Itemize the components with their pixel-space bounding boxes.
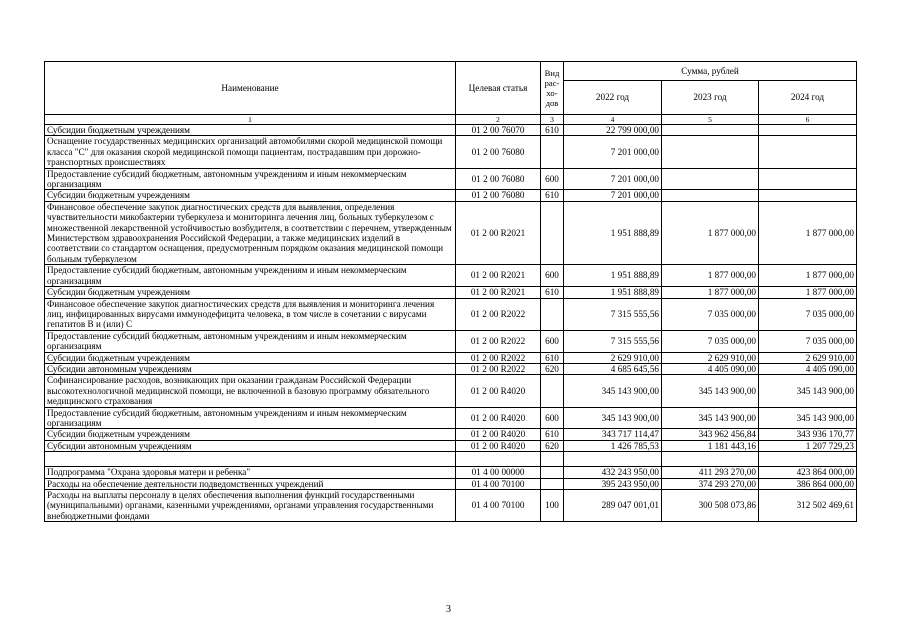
row-name: Финансовое обеспечение закупок диагностических средств для выявления, определения чувствительности микобактерии туберкулеза и мониторинга лечения лиц, больных туберкулезом с множественной лекарственной устойчивостью возбудителя, в соответствии с перечнем, утвержденным Министерством здравоохранения Российской Федерации, а также медицинских изделий в соответствии со стандартом оснащения, предусмотренным порядком оказания медицинской помощи больным туберкулезом: [45, 201, 456, 264]
row-vid: [541, 375, 564, 407]
row-2024: 1 877 000,00: [759, 201, 857, 264]
row-2022: 22 799 000,00: [564, 125, 662, 136]
row-2024: 386 864 000,00: [759, 478, 857, 489]
row-2022: 7 201 000,00: [564, 136, 662, 168]
row-vid: 620: [541, 363, 564, 374]
header-name: Наименование: [45, 62, 456, 115]
row-2022: [564, 452, 662, 467]
row-vid: [541, 467, 564, 478]
row-2022: 1 951 888,89: [564, 201, 662, 264]
row-2022: 1 951 888,89: [564, 265, 662, 287]
row-2024: 7 035 000,00: [759, 298, 857, 330]
row-2023: 411 293 270,00: [662, 467, 759, 478]
row-2023: [662, 190, 759, 201]
row-2023: [662, 168, 759, 190]
row-2024: 1 207 729,23: [759, 440, 857, 451]
row-vid: 610: [541, 287, 564, 298]
row-code: 01 2 00 76080: [456, 136, 541, 168]
header-vid: Вид рас-хо-дов: [541, 62, 564, 115]
table-row: [45, 298, 857, 330]
row-2024: [759, 168, 857, 190]
row-code: 01 2 00 R2021: [456, 201, 541, 264]
row-2024: 4 405 090,00: [759, 363, 857, 374]
row-2024: 1 877 000,00: [759, 265, 857, 287]
row-code: 01 2 00 76070: [456, 125, 541, 136]
table-row: [45, 478, 857, 489]
table-row: [45, 490, 857, 522]
table-row: [45, 125, 857, 136]
row-2023: 345 143 900,00: [662, 375, 759, 407]
row-vid: 610: [541, 352, 564, 363]
row-2022: 7 315 555,56: [564, 330, 662, 352]
index-cell: 6: [759, 115, 857, 125]
header-target: Целевая статья: [456, 62, 541, 115]
row-2023: 1 877 000,00: [662, 287, 759, 298]
row-name: Субсидии автономным учреждениям: [45, 440, 456, 451]
index-cell: 3: [541, 115, 564, 125]
row-name: Софинансирование расходов, возникающих при оказании гражданам Российской Федерации высокотехнологичной медицинской помощи, не включенной в базовую программу обязательного медицинского страхования: [45, 375, 456, 407]
header-2022: 2022 год: [564, 81, 662, 115]
table-row: [45, 429, 857, 440]
row-name: Предоставление субсидий бюджетным, автономным учреждениям и иным некоммерческим организациям: [45, 407, 456, 429]
row-name: Субсидии бюджетным учреждениям: [45, 190, 456, 201]
row-code: 01 4 00 70100: [456, 478, 541, 489]
row-name: Финансовое обеспечение закупок диагностических средств для выявления и мониторинга лечения лиц, инфицированных вирусами иммунодефицита человека, в том числе в сочетании с вирусами гепатитов B и (или) C: [45, 298, 456, 330]
row-code: 01 2 00 R2021: [456, 287, 541, 298]
row-vid: 600: [541, 265, 564, 287]
row-vid: [541, 478, 564, 489]
row-name: Субсидии бюджетным учреждениям: [45, 125, 456, 136]
row-name: Расходы на выплаты персоналу в целях обеспечения выполнения функций государственными (муниципальными) органами, казенными учреждениями, органами управления государственными внебюджетными фондами: [45, 490, 456, 522]
row-code: 01 2 00 R4020: [456, 375, 541, 407]
row-code: 01 2 00 76080: [456, 190, 541, 201]
row-2023: 4 405 090,00: [662, 363, 759, 374]
row-2023: 7 035 000,00: [662, 330, 759, 352]
row-2023: 2 629 910,00: [662, 352, 759, 363]
row-name: Оснащение государственных медицинских организаций автомобилями скорой медицинской помощи класса "С" для оказания скорой медицинской помощи пациентам, пострадавшим при дорожно-транспортных происшествиях: [45, 136, 456, 168]
row-vid: [541, 136, 564, 168]
row-2023: 1 181 443,16: [662, 440, 759, 451]
row-name: Субсидии автономным учреждениям: [45, 363, 456, 374]
row-2023: 345 143 900,00: [662, 407, 759, 429]
index-cell: 2: [456, 115, 541, 125]
row-2023: [662, 452, 759, 467]
row-vid: 600: [541, 330, 564, 352]
row-code: 01 4 00 70100: [456, 490, 541, 522]
row-name: Предоставление субсидий бюджетным, автономным учреждениям и иным некоммерческим организациям: [45, 330, 456, 352]
row-2024: 312 502 469,61: [759, 490, 857, 522]
row-2022: 395 243 950,00: [564, 478, 662, 489]
table-row-subprogram: [45, 467, 857, 478]
row-2024: 345 143 900,00: [759, 407, 857, 429]
table-row: [45, 201, 857, 264]
row-vid: 600: [541, 168, 564, 190]
row-2024: 345 143 900,00: [759, 375, 857, 407]
row-2024: 343 936 170,77: [759, 429, 857, 440]
table-row: [45, 440, 857, 451]
table-row: [45, 265, 857, 287]
table-row: [45, 375, 857, 407]
table-row: [45, 407, 857, 429]
row-name: Субсидии бюджетным учреждениям: [45, 287, 456, 298]
row-code: 01 4 00 00000: [456, 467, 541, 478]
row-vid: 600: [541, 407, 564, 429]
table-row: [45, 136, 857, 168]
row-2022: 345 143 900,00: [564, 407, 662, 429]
row-code: 01 2 00 R4020: [456, 429, 541, 440]
row-name: [45, 452, 456, 467]
table-row-empty: [45, 452, 857, 467]
row-2024: 2 629 910,00: [759, 352, 857, 363]
row-2022: 7 201 000,00: [564, 190, 662, 201]
row-code: 01 2 00 R2022: [456, 330, 541, 352]
row-code: 01 2 00 R4020: [456, 407, 541, 429]
row-2024: 423 864 000,00: [759, 467, 857, 478]
row-name: Субсидии бюджетным учреждениям: [45, 429, 456, 440]
table-row: [45, 352, 857, 363]
table-header: [45, 62, 857, 125]
column-index-row: [45, 115, 857, 125]
row-2022: 7 315 555,56: [564, 298, 662, 330]
row-code: 01 2 00 R2022: [456, 352, 541, 363]
row-2022: 2 629 910,00: [564, 352, 662, 363]
row-2022: 1 426 785,53: [564, 440, 662, 451]
row-name: Подпрограмма "Охрана здоровья матери и ребенка": [45, 467, 456, 478]
row-code: 01 2 00 R2022: [456, 363, 541, 374]
row-vid: [541, 298, 564, 330]
row-2023: 300 508 073,86: [662, 490, 759, 522]
budget-table: [44, 61, 857, 522]
row-2024: [759, 125, 857, 136]
row-code: 01 2 00 R2022: [456, 298, 541, 330]
row-2022: 343 717 114,47: [564, 429, 662, 440]
row-name: Предоставление субсидий бюджетным, автономным учреждениям и иным некоммерческим организациям: [45, 168, 456, 190]
table-row: [45, 330, 857, 352]
index-cell: 4: [564, 115, 662, 125]
table-body: [45, 125, 857, 522]
table-row: [45, 168, 857, 190]
row-name: Предоставление субсидий бюджетным, автономным учреждениям и иным некоммерческим организациям: [45, 265, 456, 287]
index-cell: 1: [45, 115, 456, 125]
row-2022: 7 201 000,00: [564, 168, 662, 190]
row-vid: 620: [541, 440, 564, 451]
row-2024: 7 035 000,00: [759, 330, 857, 352]
row-2023: [662, 136, 759, 168]
header-2024: 2024 год: [759, 81, 857, 115]
row-2024: [759, 190, 857, 201]
table-row: [45, 287, 857, 298]
row-vid: 100: [541, 490, 564, 522]
row-2022: 1 951 888,89: [564, 287, 662, 298]
page-number: 3: [446, 604, 451, 615]
row-code: 01 2 00 R4020: [456, 440, 541, 451]
row-2023: 7 035 000,00: [662, 298, 759, 330]
row-2022: 4 685 645,56: [564, 363, 662, 374]
table-row: [45, 190, 857, 201]
row-2023: 343 962 456,84: [662, 429, 759, 440]
row-2023: 1 877 000,00: [662, 201, 759, 264]
row-name: Расходы на обеспечение деятельности подведомственных учреждений: [45, 478, 456, 489]
header-2023: 2023 год: [662, 81, 759, 115]
row-vid: [541, 452, 564, 467]
row-code: 01 2 00 76080: [456, 168, 541, 190]
row-2022: 345 143 900,00: [564, 375, 662, 407]
row-vid: 610: [541, 190, 564, 201]
row-2023: 1 877 000,00: [662, 265, 759, 287]
row-2022: 289 047 001,01: [564, 490, 662, 522]
row-vid: 610: [541, 429, 564, 440]
row-2022: 432 243 950,00: [564, 467, 662, 478]
row-code: [456, 452, 541, 467]
header-sum: Сумма, рублей: [564, 62, 857, 81]
row-2023: [662, 125, 759, 136]
row-code: 01 2 00 R2021: [456, 265, 541, 287]
row-vid: 610: [541, 125, 564, 136]
row-2024: 1 877 000,00: [759, 287, 857, 298]
row-vid: [541, 201, 564, 264]
row-2024: [759, 452, 857, 467]
row-2024: [759, 136, 857, 168]
table-row: [45, 363, 857, 374]
row-2023: 374 293 270,00: [662, 478, 759, 489]
row-name: Субсидии бюджетным учреждениям: [45, 352, 456, 363]
index-cell: 5: [662, 115, 759, 125]
